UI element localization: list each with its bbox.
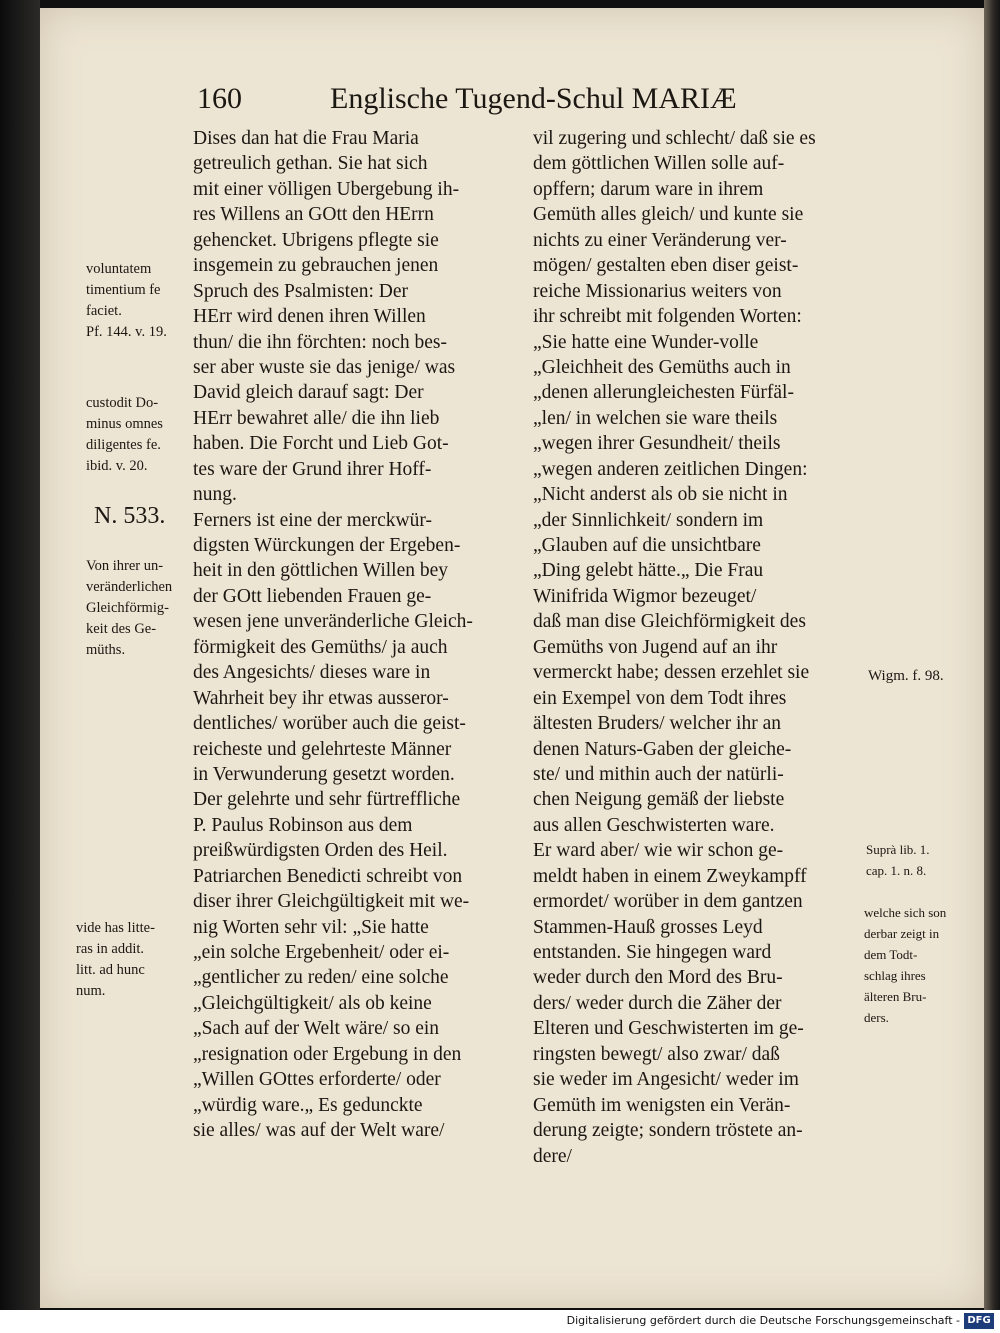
text-line: thun/ die ihn förchten: noch bes- <box>193 331 447 353</box>
text-line: ste/ und mithin auch der natürli- <box>533 763 784 785</box>
footer-bar <box>0 1310 1000 1333</box>
text-line: „ein solche Ergebenheit/ oder ei- <box>193 942 450 963</box>
text-line: ders/ weder durch die Zäher der <box>533 992 782 1014</box>
text-line: des Angesichts/ dieses ware in <box>193 662 431 684</box>
text-line: insgemein zu gebrauchen jenen <box>193 255 439 277</box>
margin-line: dem Todt- <box>864 947 918 962</box>
text-column-left <box>193 126 523 1144</box>
text-line: Spruch des Psalmisten: Der <box>193 280 409 302</box>
text-line: heit in den göttlichen Willen bey <box>193 560 449 582</box>
text-line: Dises dan hat die Frau Maria <box>193 128 419 149</box>
text-line: aus allen Geschwisterten ware. <box>533 814 775 836</box>
margin-line: derbar zeigt in <box>864 926 940 941</box>
margin-line: veränderlichen <box>86 579 173 595</box>
text-line: tes ware der Grund ihrer Hoff- <box>193 458 432 480</box>
text-line: Patriarchen Benedicti schreibt von <box>193 865 463 887</box>
margin-note-wigm: Wigm. f. 98. <box>868 668 944 684</box>
margin-line: welche sich son <box>864 905 947 920</box>
text-line: „wegen ihrer Gesundheit/ theils <box>533 433 781 455</box>
text-line: opffern; darum ware in ihrem <box>533 178 764 200</box>
margin-line: Suprà lib. 1. <box>866 842 930 857</box>
text-line: „Willen GOttes erforderte/ oder <box>193 1069 441 1091</box>
margin-note-vide <box>76 918 155 1002</box>
margin-heading-von <box>86 556 172 661</box>
margin-line: cap. 1. n. 8. <box>866 863 927 878</box>
margin-note-custodit <box>86 393 163 477</box>
text-line: haben. Die Forcht und Lieb Got- <box>193 433 449 455</box>
text-line: Stammen-Hauß grosses Leyd <box>533 916 763 938</box>
text-line: mögen/ gestalten eben diser geist- <box>533 255 799 277</box>
text-line: der GOtt liebenden Frauen ge- <box>193 585 432 607</box>
text-line: „wegen anderen zeitlichen Dingen: <box>533 458 808 480</box>
text-line: nig Worten sehr vil: „Sie hatte <box>193 916 429 938</box>
margin-line: schlag ihres <box>864 968 926 983</box>
margin-line: vide has litte- <box>76 920 155 936</box>
text-line: daß man dise Gleichförmigkeit des <box>533 611 806 633</box>
section-number: N. 533. <box>94 503 166 529</box>
text-line: förmigkeit des Gemüths/ ja auch <box>193 636 448 658</box>
dfg-credit-text: Digitalisierung gefördert durch die Deutsche Forschungsgemeinschaft - <box>566 1314 960 1327</box>
text-line: digsten Würckungen der Ergeben- <box>193 535 461 556</box>
text-line: ringsten bewegt/ also zwar/ daß <box>533 1043 780 1065</box>
margin-line: num. <box>76 983 106 999</box>
margin-line: custodit Do- <box>86 395 159 411</box>
margin-line: Gleichförmig- <box>86 600 169 616</box>
text-line: ältesten Bruders/ welcher ihr an <box>533 713 781 735</box>
text-line: HErr wird denen ihren Willen <box>193 306 426 328</box>
text-line: getreulich gethan. Sie hat sich <box>193 153 428 175</box>
text-line: gehencket. Ubrigens pflegte sie <box>193 229 439 251</box>
dfg-logo: DFG <box>964 1313 994 1329</box>
text-line: „Ding gelebt hätte.„ Die Frau <box>533 560 764 582</box>
text-line: sie alles/ was auf der Welt ware/ <box>193 1120 445 1142</box>
text-line: ser aber wuste sie das jenige/ was <box>193 356 456 378</box>
text-line: „würdig ware.„ Es gedunckte <box>193 1094 423 1116</box>
text-line: HErr bewahret alle/ die ihn lieb <box>193 407 440 429</box>
margin-note-supra <box>866 839 930 881</box>
text-line: res Willens an GOtt den HErrn <box>193 204 434 226</box>
text-line: Gemüth im wenigsten ein Verän- <box>533 1094 791 1116</box>
text-line: „Gleichgültigkeit/ als ob keine <box>193 992 432 1014</box>
text-line: mit einer völligen Ubergebung ih- <box>193 178 460 200</box>
text-line: Gemüths von Jugend auf an ihr <box>533 636 778 658</box>
text-line: meldt haben in einem Zweykampff <box>533 865 807 887</box>
text-line: diser ihrer Gleichgültigkeit mit we- <box>193 891 470 913</box>
text-line: chen Neigung gemäß der liebste <box>533 789 785 811</box>
margin-line: ders. <box>864 1010 889 1025</box>
text-line: reicheste und gelehrteste Männer <box>193 738 452 760</box>
running-head: Englische Tugend-Schul MARIÆ <box>330 82 737 115</box>
text-line: denen Naturs-Gaben der gleiche- <box>533 738 792 760</box>
margin-line: Pf. 144. v. 19. <box>86 324 167 340</box>
margin-line: voluntatem <box>86 261 152 277</box>
text-line: Wahrheit bey ihr etwas ausseror- <box>193 687 449 709</box>
text-line: „Glauben auf die unsichtbare <box>533 535 761 556</box>
margin-line: älteren Bru- <box>864 989 927 1004</box>
text-line: Gemüth alles gleich/ und kunte sie <box>533 204 804 226</box>
margin-line: timentium fe <box>86 282 161 298</box>
text-line: Winifrida Wigmor bezeuget/ <box>533 585 757 607</box>
text-line: David gleich darauf sagt: Der <box>193 382 424 404</box>
text-line: Er ward aber/ wie wir schon ge- <box>533 840 784 862</box>
scan-left-edge <box>0 0 40 1310</box>
text-line: wesen jene unveränderliche Gleich- <box>193 611 473 633</box>
text-column-right <box>533 126 863 1169</box>
text-line: vermerckt habe; dessen erzehlet sie <box>533 662 810 684</box>
text-line: „len/ in welchen sie ware theils <box>533 407 778 429</box>
text-line: vil zugering und schlecht/ daß sie es <box>533 128 816 149</box>
scan-right-edge <box>984 0 1000 1310</box>
text-line: „der Sinnlichkeit/ sondern im <box>533 509 764 531</box>
text-line: ein Exempel von dem Todt ihres <box>533 687 787 709</box>
text-line: „resignation oder Ergebung in den <box>193 1043 462 1065</box>
text-line: „Gleichheit des Gemüths auch in <box>533 356 791 378</box>
text-line: „Sie hatte eine Wunder-volle <box>533 331 759 353</box>
margin-line: ibid. v. 20. <box>86 458 148 474</box>
margin-line: ras in addit. <box>76 941 145 957</box>
text-line: Elteren und Geschwisterten im ge- <box>533 1018 804 1040</box>
text-line: weder durch den Mord des Bru- <box>533 967 783 989</box>
text-line: reiche Missionarius weiters von <box>533 280 782 302</box>
margin-line: faciet. <box>86 303 122 319</box>
text-line: Der gelehrte und sehr fürtreffliche <box>193 789 461 811</box>
text-line: dem göttlichen Willen solle auf- <box>533 153 785 175</box>
text-line: nichts zu einer Veränderung ver- <box>533 229 787 251</box>
text-line: preißwürdigsten Orden des Heil. <box>193 840 448 862</box>
text-line: entstanden. Sie hingegen ward <box>533 942 772 963</box>
text-line: Ferners ist eine der merckwür- <box>193 509 432 531</box>
text-line: P. Paulus Robinson aus dem <box>193 814 413 836</box>
margin-line: keit des Ge- <box>86 621 157 637</box>
margin-line: litt. ad hunc <box>76 962 145 978</box>
margin-line: Von ihrer un- <box>86 558 164 574</box>
text-line: dere/ <box>533 1145 572 1167</box>
text-line: dentliches/ worüber auch die geist- <box>193 713 466 735</box>
margin-line: müths. <box>86 642 126 658</box>
margin-note-voluntatem <box>86 259 167 343</box>
text-line: derung zeigte; sondern tröstete an- <box>533 1120 803 1142</box>
text-line: in Verwunderung gesetzt worden. <box>193 763 455 785</box>
text-line: „Nicht anderst als ob sie nicht in <box>533 484 788 506</box>
text-line: sie weder im Angesicht/ weder im <box>533 1069 799 1091</box>
text-line: „Sach auf der Welt wäre/ so ein <box>193 1018 440 1040</box>
margin-line: minus omnes <box>86 416 163 432</box>
text-line: ihr schreibt mit folgenden Worten: <box>533 306 802 328</box>
text-line: „gentlicher zu reden/ eine solche <box>193 967 449 989</box>
text-line: „denen allerungleichesten Fürfäl- <box>533 382 794 404</box>
margin-line: diligentes fe. <box>86 437 161 453</box>
page-number: 160 <box>197 82 242 115</box>
text-line: ermordet/ worüber in dem gantzen <box>533 891 803 913</box>
margin-heading-welche <box>864 902 946 1028</box>
text-line: nung. <box>193 484 237 506</box>
